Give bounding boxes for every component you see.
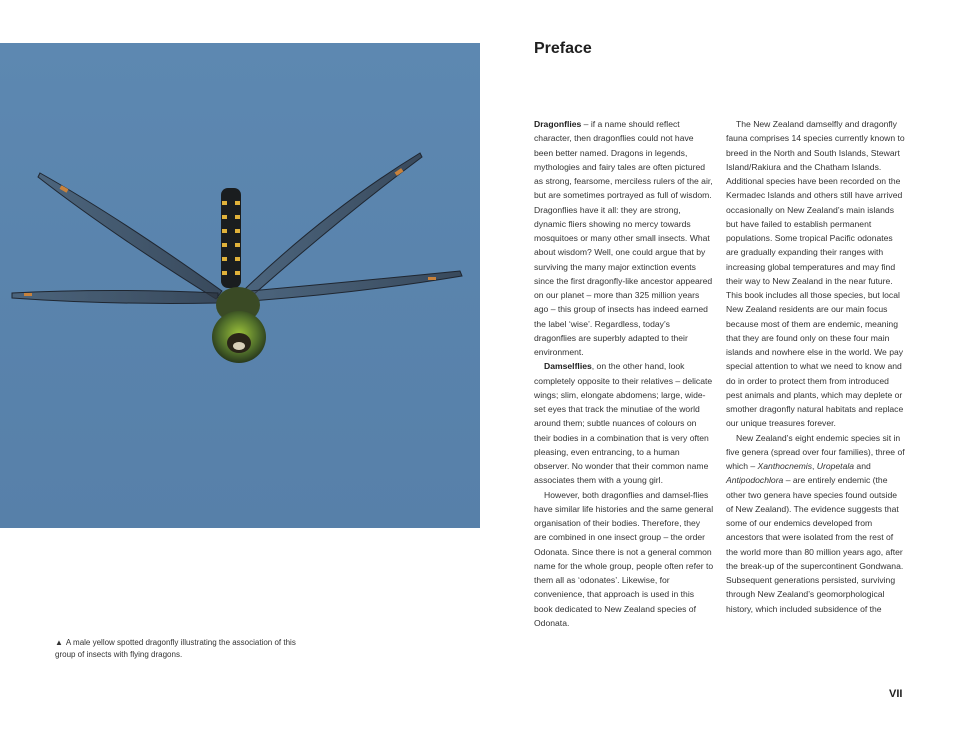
dragonfly-illustration bbox=[0, 43, 480, 528]
paragraph bbox=[726, 431, 906, 616]
paragraph-text: – are entirely endemic (the other two genera have species found outside of New Zealand). The evidence suggests that some of our endemics developed from ancestors that were isolated from the rest of the world more than 80 million years ago, after the break-up of the supercontinent Gondwana. Subsequent generations persisted, surviving through New Zealand’s geomorphological history, which included subsidence of the bbox=[726, 475, 904, 614]
wing-lower-right bbox=[250, 271, 462, 301]
genus-name: Xanthocnemis bbox=[757, 461, 812, 471]
text-column-right bbox=[726, 117, 906, 616]
text-column-left bbox=[534, 117, 714, 630]
paragraph bbox=[534, 117, 714, 359]
paragraph-text: , bbox=[812, 461, 817, 471]
paragraph-text: and bbox=[854, 461, 871, 471]
paragraph bbox=[534, 359, 714, 487]
dragonfly-abdomen bbox=[221, 188, 241, 288]
wing-lower-left bbox=[12, 291, 218, 304]
bold-lead: Dragonflies bbox=[534, 119, 582, 129]
triangle-up-icon: ▲ bbox=[55, 638, 63, 647]
paragraph-text: – if a name should reflect character, then dragonflies could not have been better named. Dragons in legends, mythologies and fairy tales are often pictured as strong, fearsome, merciless rulers of the air, but are sometimes portrayed as full of wisdom. Dragonflies have it all: they are strong, dynamic fliers showing no mercy towards mosquitoes or many other small insects. What about wisdom? Well, one could argue that by surviving the many major extinction events since the first dragonfly-like ancestor appeared on our planet – more than 325 million years ago – this group of insects has indeed earned the label ‘wise’. Regardless, today’s dragonflies are superbly adapted to their environment. bbox=[534, 119, 713, 357]
page-title: Preface bbox=[534, 40, 592, 57]
wing-upper-right bbox=[245, 153, 422, 296]
caption-text: A male yellow spotted dragonfly illustrating the association of this group of insects with flying dragons. bbox=[55, 638, 296, 659]
paragraph-text: , on the other hand, look completely opposite to their relatives – delicate wings; slim, elongate abdomens; large, wide-set eyes that track the minutiae of the world around them; subtle nuances of colours on their bodies in a combination that is very often pleasing, even entrancing, to a human observer. No wonder that their common name associates them with a young girl. bbox=[534, 361, 713, 486]
page-number: VII bbox=[889, 688, 903, 700]
paragraph: The New Zealand damselfly and dragonfly fauna comprises 14 species currently known to breed in the North and South Islands, Stewart Island/Rakiura and the Chatham Islands. Additional species have been recorded on the Kermadec Islands and others still have arrived occasionally on New Zealand’s main islands but have failed to establish permanent populations. Some tropical Pacific odonates are gradually expanding their ranges with increasing global temperatures and may find their way to New Zealand in the near future. This book includes all those species, but local New Zealand residents are our main focus because most of them are endemic, meaning that they are found only on these four main islands and nowhere else in the world. We pay special attention to what we need to know and do in order to protect them from introduced pest animals and plants, which may deplete or smother dragonfly natural habitats and replace our unique treasures forever. bbox=[726, 119, 905, 429]
paragraph: However, both dragonflies and damsel-flies have similar life histories and the same general organisation of their bodies. Therefore, they are combined in one insect group – the order Odonata. Since there is not a general common name for the whole group, people often refer to them all as ‘odonates’. Likewise, for convenience, that approach is used in this book dedicated to New Zealand species of Odonata. bbox=[534, 489, 714, 628]
paragraph-text: New Zealand’s eight endemic species sit in five genera (spread over four families), three of which – bbox=[726, 432, 905, 471]
genus-name: Antipodochlora bbox=[726, 475, 784, 486]
genus-name: Uropetala bbox=[816, 461, 855, 471]
photo-caption bbox=[55, 637, 315, 660]
bold-lead: Damselflies bbox=[544, 361, 592, 372]
dragonfly-photo bbox=[0, 43, 480, 528]
